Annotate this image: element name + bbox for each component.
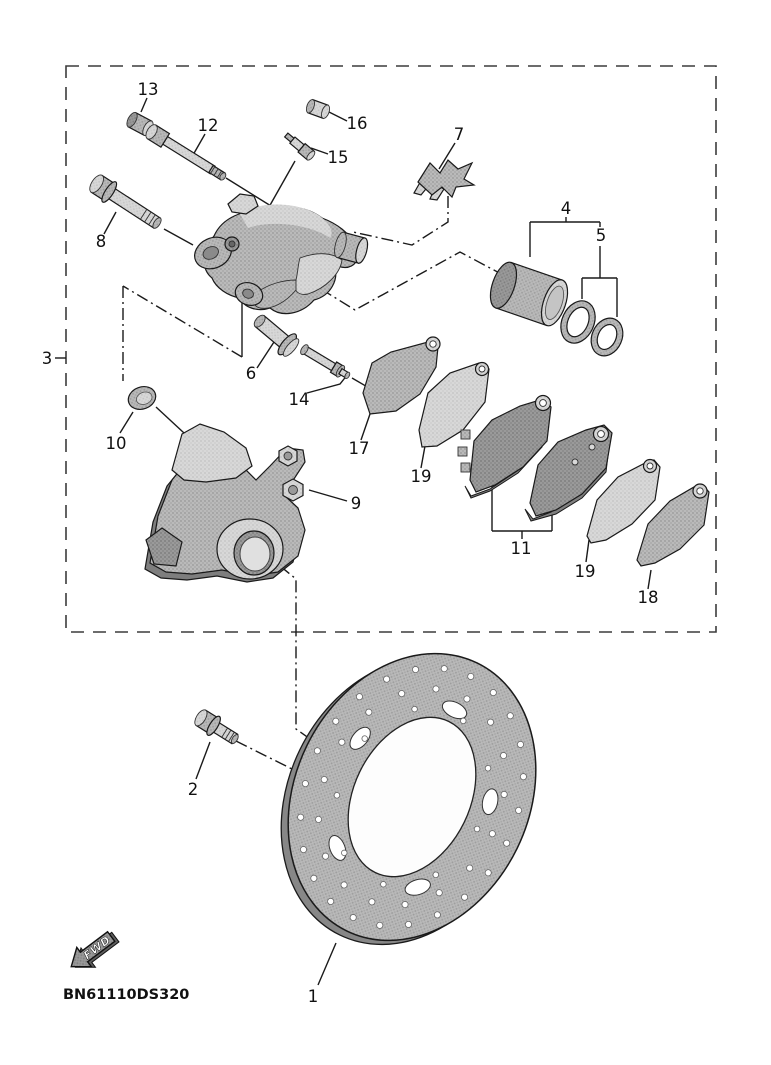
part-label-11: 11: [510, 539, 532, 558]
sleeve-bushing: [248, 309, 302, 360]
part-label-4: 4: [560, 199, 572, 218]
pad-spring: [414, 160, 474, 200]
part-label-9: 9: [350, 494, 362, 513]
brake-disc: [235, 610, 583, 988]
part-label-16: 16: [346, 114, 368, 133]
part-label-13: 13: [137, 80, 159, 99]
part-label-17: 17: [348, 439, 370, 458]
bracket-bolt-lower: [283, 479, 303, 501]
part-label-6: 6: [245, 364, 257, 383]
part-label-12: 12: [197, 116, 219, 135]
part-label-8: 8: [95, 232, 107, 251]
bleed-screw: [283, 131, 316, 162]
diagram-code: BN61110DS320: [63, 987, 190, 1003]
brake-pad-kit-11: [458, 396, 612, 522]
caliper-bracket: [145, 424, 305, 582]
bleed-screw-cap: [305, 98, 331, 119]
part-label-7: 7: [453, 125, 465, 144]
part-label-19a: 19: [410, 467, 432, 486]
part-label-14: 14: [288, 390, 310, 409]
fwd-arrow-label: FWD: [81, 933, 114, 963]
fwd-arrow: [64, 925, 123, 978]
part-label-1: 1: [307, 987, 319, 1006]
disc-mount-bolt: [191, 706, 243, 750]
part-label-18: 18: [637, 588, 659, 607]
pad-pin: [299, 343, 353, 382]
part-label-2: 2: [187, 780, 199, 799]
part-label-10: 10: [105, 434, 127, 453]
part-label-15: 15: [327, 148, 349, 167]
rubber-cap: [125, 383, 159, 413]
caliper-mount-bolt: [86, 171, 166, 235]
part-label-3: 3: [41, 349, 53, 368]
part-label-19b: 19: [574, 562, 596, 581]
caliper-body: [189, 194, 369, 314]
part-label-5: 5: [595, 226, 607, 245]
caliper-piston: [485, 259, 572, 329]
bracket-bolt-upper: [279, 446, 297, 466]
